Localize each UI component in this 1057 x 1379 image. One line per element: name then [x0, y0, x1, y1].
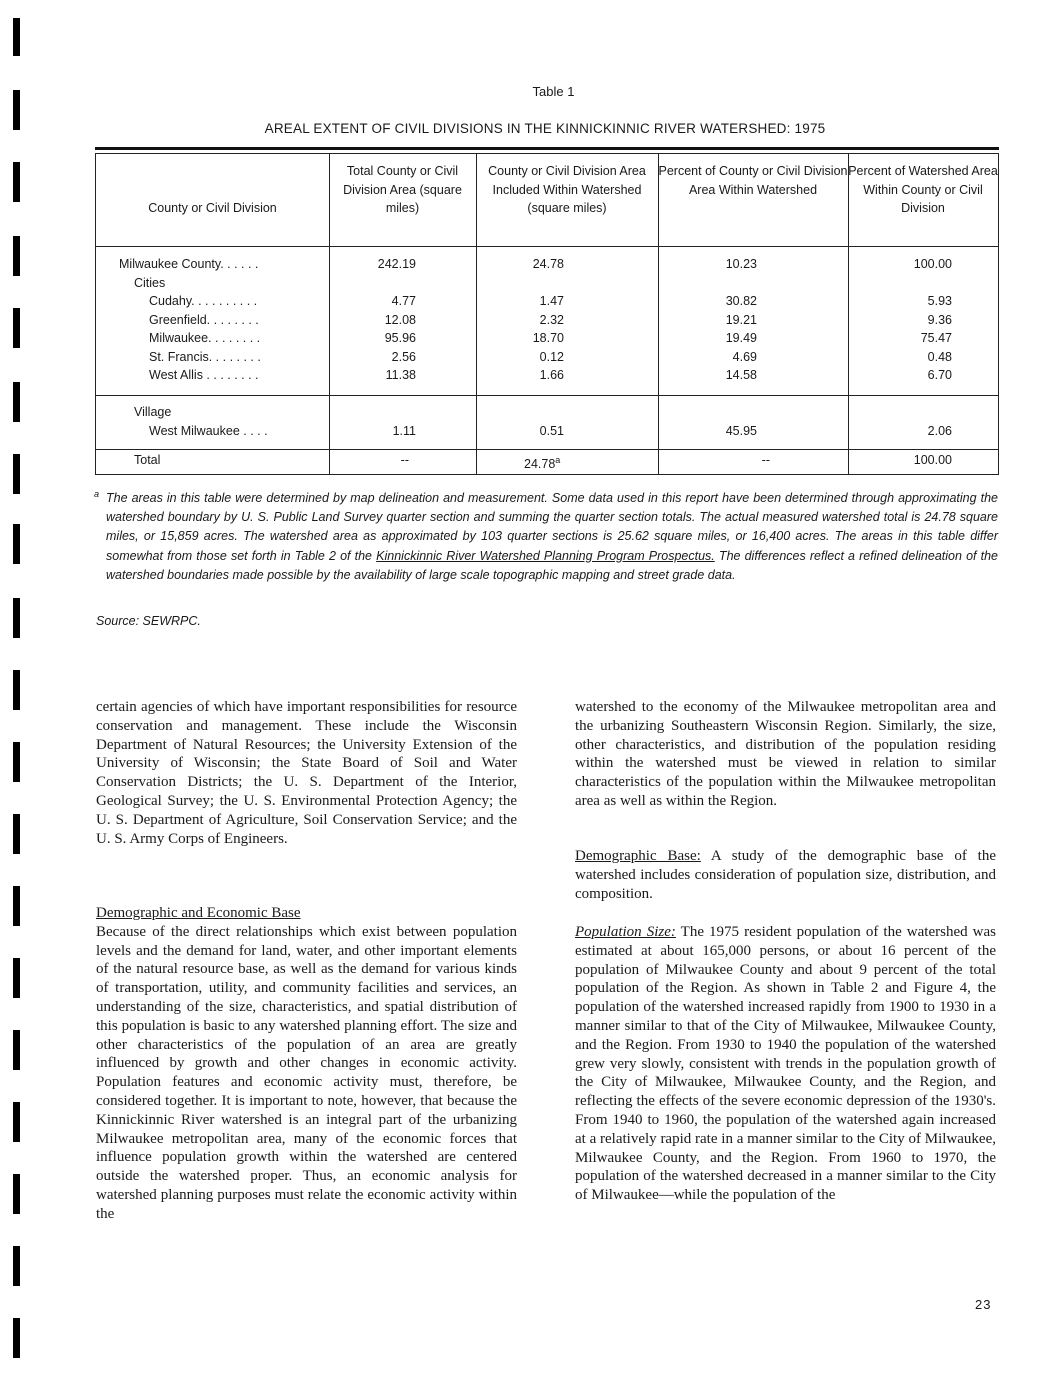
row-value: 24.78	[532, 257, 564, 271]
binder-mark	[13, 742, 20, 782]
right-column-section	[575, 847, 996, 903]
row-value: 242.19	[377, 257, 416, 271]
paragraph: certain agencies of which have important responsibilities for resource conservation and management. These include the Wisconsin Department of Natural Resources; the University Extension of the University of Wisconsin; the State Board of Soil and Water Conservation Districts; the U. S. Department of the Interior, Geological Survey; the U. S. Environmental Protection Agency; the U. S. Department of Agriculture, Soil Conservation Service; and the U. S. Army Corps of Engineers.	[96, 699, 517, 847]
table-top-rule	[95, 147, 999, 150]
page-number: 23	[975, 1297, 992, 1312]
row-name: St. Francis. . . . . . . .	[149, 349, 261, 364]
footnote-title-reference: Kinnickinnic River Watershed Planning Program Prospectus.	[376, 548, 715, 563]
binder-mark	[13, 162, 20, 202]
section-heading: Demographic and Economic Base	[96, 905, 301, 921]
row-value: 10.23	[725, 257, 757, 271]
row-group-label: Village	[134, 405, 172, 419]
data-table	[95, 153, 999, 475]
binder-mark	[13, 18, 20, 56]
subsection-heading: Population Size:	[575, 924, 676, 940]
total-watershed-area: 24.78	[524, 457, 556, 472]
binder-mark	[13, 1102, 20, 1142]
right-column	[575, 698, 996, 811]
binder-mark	[13, 236, 20, 276]
table-title: AREAL EXTENT OF CIVIL DIVISIONS IN THE KINNICKINNIC RIVER WATERSHED: 1975	[264, 121, 826, 136]
binder-mark	[13, 886, 20, 926]
binder-mark	[13, 382, 20, 422]
binder-mark	[13, 598, 20, 638]
left-column	[96, 698, 517, 848]
row-value: 2.32	[539, 312, 564, 327]
header-area-in-watershed: County or Civil Division Area Included Within Watershed (square miles)	[488, 164, 646, 215]
row-value: 1.66	[539, 368, 564, 382]
binder-mark	[13, 1174, 20, 1214]
row-value: 19.21	[725, 312, 757, 327]
right-column-section	[575, 923, 996, 1205]
row-name: Cudahy. . . . . . . . . .	[149, 294, 258, 308]
row-value: 11.38	[385, 368, 416, 382]
header-total-area: Total County or Civil Division Area (square miles)	[343, 164, 462, 215]
header-divider	[96, 246, 998, 247]
row-name: West Allis . . . . . . . .	[149, 368, 259, 382]
row-value: 0.51	[539, 424, 564, 438]
row-name: Milwaukee County. . . . . .	[119, 257, 259, 271]
binder-mark	[13, 524, 20, 564]
row-name: Greenfield. . . . . . . .	[149, 312, 259, 327]
row-value: 0.12	[539, 349, 564, 364]
row-value: 0.48	[927, 349, 952, 364]
row-name: Milwaukee. . . . . . . .	[149, 331, 261, 345]
subsection-heading: Demographic Base:	[575, 848, 701, 864]
paragraph: watershed to the economy of the Milwaukee metropolitan area and the urbanizing Southeastern Wisconsin Region. Similarly, the size, other characteristics, and distribution of the population residing within the watershed must be viewed in relation to similar characteristics of the population within the Milwaukee metropolitan area as well as within the Region.	[575, 699, 996, 809]
row-value: 6.70	[927, 368, 952, 382]
binder-mark	[13, 814, 20, 854]
binder-mark	[13, 1246, 20, 1286]
total-value	[524, 451, 560, 474]
left-column-section	[96, 904, 517, 1224]
row-value: 100.00	[913, 257, 952, 271]
row-value: 30.82	[725, 294, 757, 308]
row-value: 45.95	[725, 424, 757, 438]
row-value: 4.69	[732, 349, 757, 364]
binder-mark	[13, 1030, 20, 1070]
total-value: --	[761, 453, 770, 467]
total-value: 100.00	[913, 453, 952, 467]
footnote-text: The differences reflect a refined delineation of the watershed boundaries made possible by the availability of large scale topographic mapping and street grade data.	[106, 548, 999, 582]
row-value: 75.47	[920, 331, 952, 345]
row-value: 12.08	[384, 312, 416, 327]
row-value: 4.77	[391, 294, 416, 308]
binder-mark	[13, 308, 20, 348]
total-value: --	[400, 453, 409, 467]
row-value: 5.93	[927, 294, 952, 308]
binder-mark	[13, 670, 20, 710]
row-value: 9.36	[927, 312, 952, 327]
row-value: 2.56	[391, 349, 416, 364]
paragraph: Because of the direct relationships which exist between population levels and the demand for land, water, and other important elements of the natural resource base, as well as the demand for various kinds of transportation, utility, and community facilities and services, an understanding of the size, characteristics, and spatial distribution of this population is basic to any watershed planning effort. The size and other characteristics of the population of an area are greatly influenced by growth and other changes in economic activity. Population features and economic activity must, therefore, be considered together. It is important to note, however, that because the Kinnickinnic River watershed is an integral part of the urbanizing Milwaukee metropolitan area, many of the economic forces that influence population growth within the watershed are centered outside the watershed proper. Thus, an economic analysis for watershed planning purposes must relate the economic activity within the	[96, 923, 517, 1222]
row-value: 19.49	[725, 331, 757, 345]
row-value: 1.47	[539, 294, 564, 308]
header-county: County or Civil Division	[148, 201, 277, 215]
footnote-text: The areas in this table were determined by map delineation and measurement. Some data used in this report have been determined through approximating the watershed boundary by U. S. Public Land Survey quarter section and summing the quarter section totals. The actual measured watershed total is 24.78 square miles, or 15,859 acres. The watershed area as approximated by 103 quarter sections is 25.62 square miles, or 16,400 acres. The areas in this table differ somewhat from those set forth in Table 2 of the	[106, 491, 998, 563]
table-source: Source: SEWRPC.	[96, 614, 201, 628]
row-name: West Milwaukee . . . .	[149, 424, 268, 438]
footnote-marker: a	[555, 455, 561, 465]
section-divider	[96, 395, 998, 396]
table-label: Table 1	[532, 84, 575, 99]
row-group-label: Cities	[134, 275, 166, 290]
binder-mark	[13, 958, 20, 998]
row-value: 18.70	[532, 331, 564, 345]
header-percent-county: Percent of County or Civil Division Area Within Watershed	[658, 164, 848, 197]
row-value: 14.58	[725, 368, 757, 382]
column-divider	[658, 154, 659, 474]
total-divider	[96, 449, 998, 450]
row-value: 1.11	[392, 424, 416, 438]
footnote-marker: a	[94, 489, 100, 499]
binder-mark	[13, 454, 20, 494]
total-label: Total	[134, 453, 161, 467]
binder-mark	[13, 1318, 20, 1358]
row-value: 95.96	[384, 331, 416, 345]
paragraph: The 1975 resident population of the watershed was estimated at about 165,000 persons, or about 16 percent of the population of Milwaukee County and about 9 percent of the total population of the Region. As shown in Table 2 and Figure 4, the population of the watershed increased rapidly from 1900 to 1930 in a manner similar to that of the City of Milwaukee, Milwaukee County, and the Region. From 1930 to 1940 the population of the watershed grew very slowly, consistent with trends in the population growth of the City of Milwaukee, Milwaukee County, and the Region, and reflecting the effects of the severe economic depression of the 1930's. From 1940 to 1960, the population of the watershed again increased at a relatively rapid rate in a manner similar to the City of Milwaukee, Milwaukee County, and the Region. From 1960 to 1970, the population of the watershed decreased in a manner similar to the City of Milwaukee—while the population of the	[575, 924, 996, 1204]
row-value: 2.06	[927, 424, 952, 438]
paragraph: A study of the demographic base of the watershed includes consideration of population size, distribution, and composition.	[575, 848, 996, 902]
header-percent-watershed: Percent of Watershed Area Within County or Civil Division	[848, 164, 998, 215]
table-footnote	[94, 489, 999, 585]
